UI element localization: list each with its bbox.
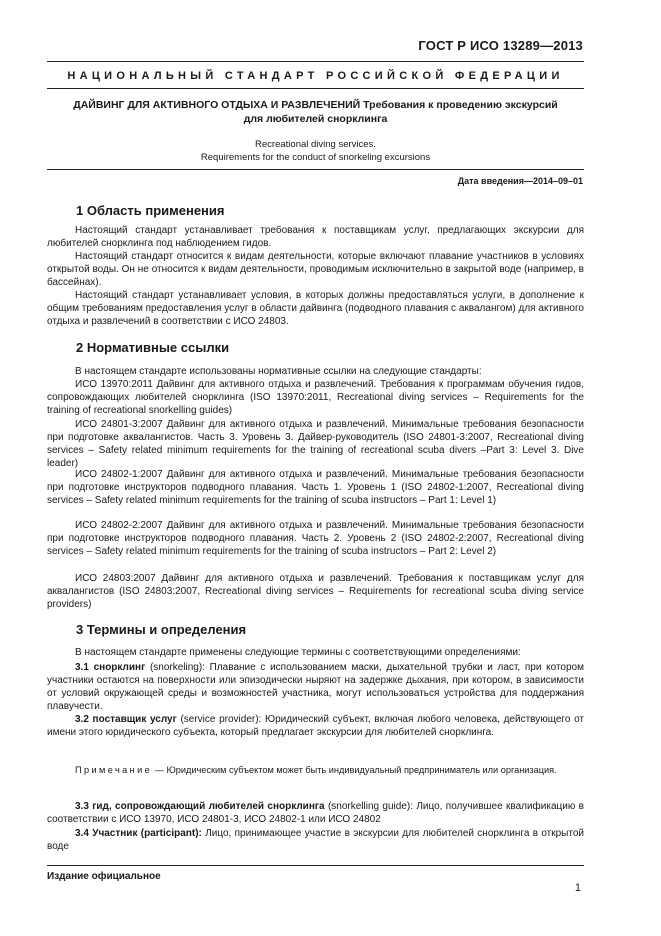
document-title-en <box>47 138 584 164</box>
document-title-ru <box>47 98 584 126</box>
section-2-intro: В настоящем стандарте использованы нормативные ссылки на следующие стандарты: <box>75 366 482 377</box>
section-1-heading: 1 Область применения <box>76 203 225 218</box>
note-text: — Юридическим субъектом может быть индивидуальный предприниматель или организация. <box>152 765 557 775</box>
term-3-1-definition: (snorkeling): Плавание с использованием маски, дыхательной трубки и ласт, при котором участники остаются на поверхности или эпизодически ныряют на задержке дыхания, при котором, в зависимости от условий окружающей среды и возможностей участника, могут использоваться устройства для поддержания плавучести. <box>47 662 584 712</box>
normative-reference-3: ИСО 24802-1:2007 Дайвинг для активного отдыха и развлечений. Минимальные требования безопасности при подготовке инструкторов подводного плавания. Часть 1. Уровень 1 (ISO 24802-1:2007, Recreational diving services – Safety related minimum requirements for the training of scuba instructors – Part 1: Level 1) <box>47 469 584 506</box>
introduction-date: Дата введения—2014–09–01 <box>457 176 583 186</box>
national-standard-label: НАЦИОНАЛЬНЫЙ СТАНДАРТ РОССИЙСКОЙ ФЕДЕРАЦИИ <box>67 70 564 82</box>
official-edition-label: Издание официальное <box>47 871 161 882</box>
title-en-line2: Requirements for the conduct of snorkeling excursions <box>200 152 431 163</box>
term-3-2 <box>47 713 584 739</box>
term-3-4-definition: Лицо, принимающее участие в экскурсии для любителей снорклинга в открытой воде <box>47 828 584 852</box>
title-en-line1: Recreational diving services. <box>255 139 376 150</box>
section-2-heading: 2 Нормативные ссылки <box>76 340 230 355</box>
title-ru-bold: ДАЙВИНГ ДЛЯ АКТИВНОГО ОТДЫХА И РАЗВЛЕЧЕНИЙ <box>73 99 361 111</box>
term-3-4-title: 3.4 Участник (participant): <box>75 828 202 839</box>
header-rule <box>47 61 584 62</box>
footer-rule <box>47 865 584 866</box>
term-3-2-note <box>47 764 584 777</box>
normative-reference-4: ИСО 24802-2:2007 Дайвинг для активного отдыха и развлечений. Минимальные требования безопасности при подготовке инструкторов подводного плавания. Часть 2. Уровень 2 (ISO 24802-2:2007, Recreational diving services – Safety related minimum requirements for the training of scuba instructors – Part 2: Level 2) <box>47 520 584 557</box>
title-ru-line2: для любителей снорклинга <box>243 113 388 125</box>
section-1-paragraph-2: Настоящий стандарт относится к видам деятельности, которые включают плавание участников в условиях открытой воды. Он не относится к видам деятельности, проводимым исключительно в закрытой воде (например, в бассейнах). <box>47 251 584 288</box>
term-3-3-definition: (snorkelling guide): Лицо, получившее квалификацию в соответствии с ИСО 13970, ИСО 24801-3, ИСО 24802-1 или ИСО 24802 <box>47 801 584 825</box>
section-3-intro: В настоящем стандарте применены следующие термины с соответствующими определениями: <box>75 647 521 658</box>
term-3-3-title: 3.3 гид, сопровождающий любителей снорклинга <box>75 801 325 812</box>
section-1-paragraph-3: Настоящий стандарт устанавливает условия, в которых должны предоставляться услуги, в дополнение к общим требованиям предоставления услуг в области дайвинга (подводного плавания с аквалангом) для активного отдыха и развлечений в соответствии с ИСО 24803. <box>47 290 584 327</box>
term-3-4 <box>47 827 584 853</box>
title-ru-rest: Требования к проведению экскурсий <box>363 99 558 111</box>
term-3-2-definition: (service provider): Юридический субъект, включая любого человека, действующего от имени этого юридического субъекта, который предлагает экскурсии для любителей снорклинга. <box>47 714 584 738</box>
header-rule-lower <box>47 88 584 89</box>
page-number: 1 <box>574 882 581 894</box>
title-rule <box>47 169 584 170</box>
term-3-2-title: 3.2 поставщик услуг <box>75 714 177 725</box>
gost-code: ГОСТ Р ИСО 13289—2013 <box>418 38 583 53</box>
normative-reference-2: ИСО 24801-3:2007 Дайвинг для активного отдыха и развлечений. Минимальные требования безопасности при подготовке аквалангистов. Часть 3. Уровень 3. Дайвер-руководитель (ISO 24801-3:2007, Recreational diving services – Safety related minimum requirements for the training of recreational scuba divers –Part 3: Level 3. Dive leader) <box>47 419 584 469</box>
normative-reference-5: ИСО 24803:2007 Дайвинг для активного отдыха и развлечений. Требования к поставщикам услуг для аквалангистов (ISO 24803:2007, Recreational diving services – Requirements for recreational scuba diving service providers) <box>47 573 584 610</box>
section-3-heading: 3 Термины и определения <box>76 622 247 637</box>
term-3-1 <box>47 661 584 713</box>
normative-reference-1: ИСО 13970:2011 Дайвинг для активного отдыха и развлечений. Требования к программам обучения гидов, сопровождающих любителей снорклинга (ISO 13970:2011, Recreational diving services – Requirements for the training of recreational snorkelling guides) <box>47 379 584 416</box>
term-3-3 <box>47 800 584 826</box>
note-label: Примечание <box>75 765 153 775</box>
term-3-1-title: 3.1 снорклинг <box>75 662 146 673</box>
section-1-paragraph-1: Настоящий стандарт устанавливает требования к поставщикам услуг, предлагающих экскурсии для любителей снорклинга под наблюдением гидов. <box>47 225 584 249</box>
